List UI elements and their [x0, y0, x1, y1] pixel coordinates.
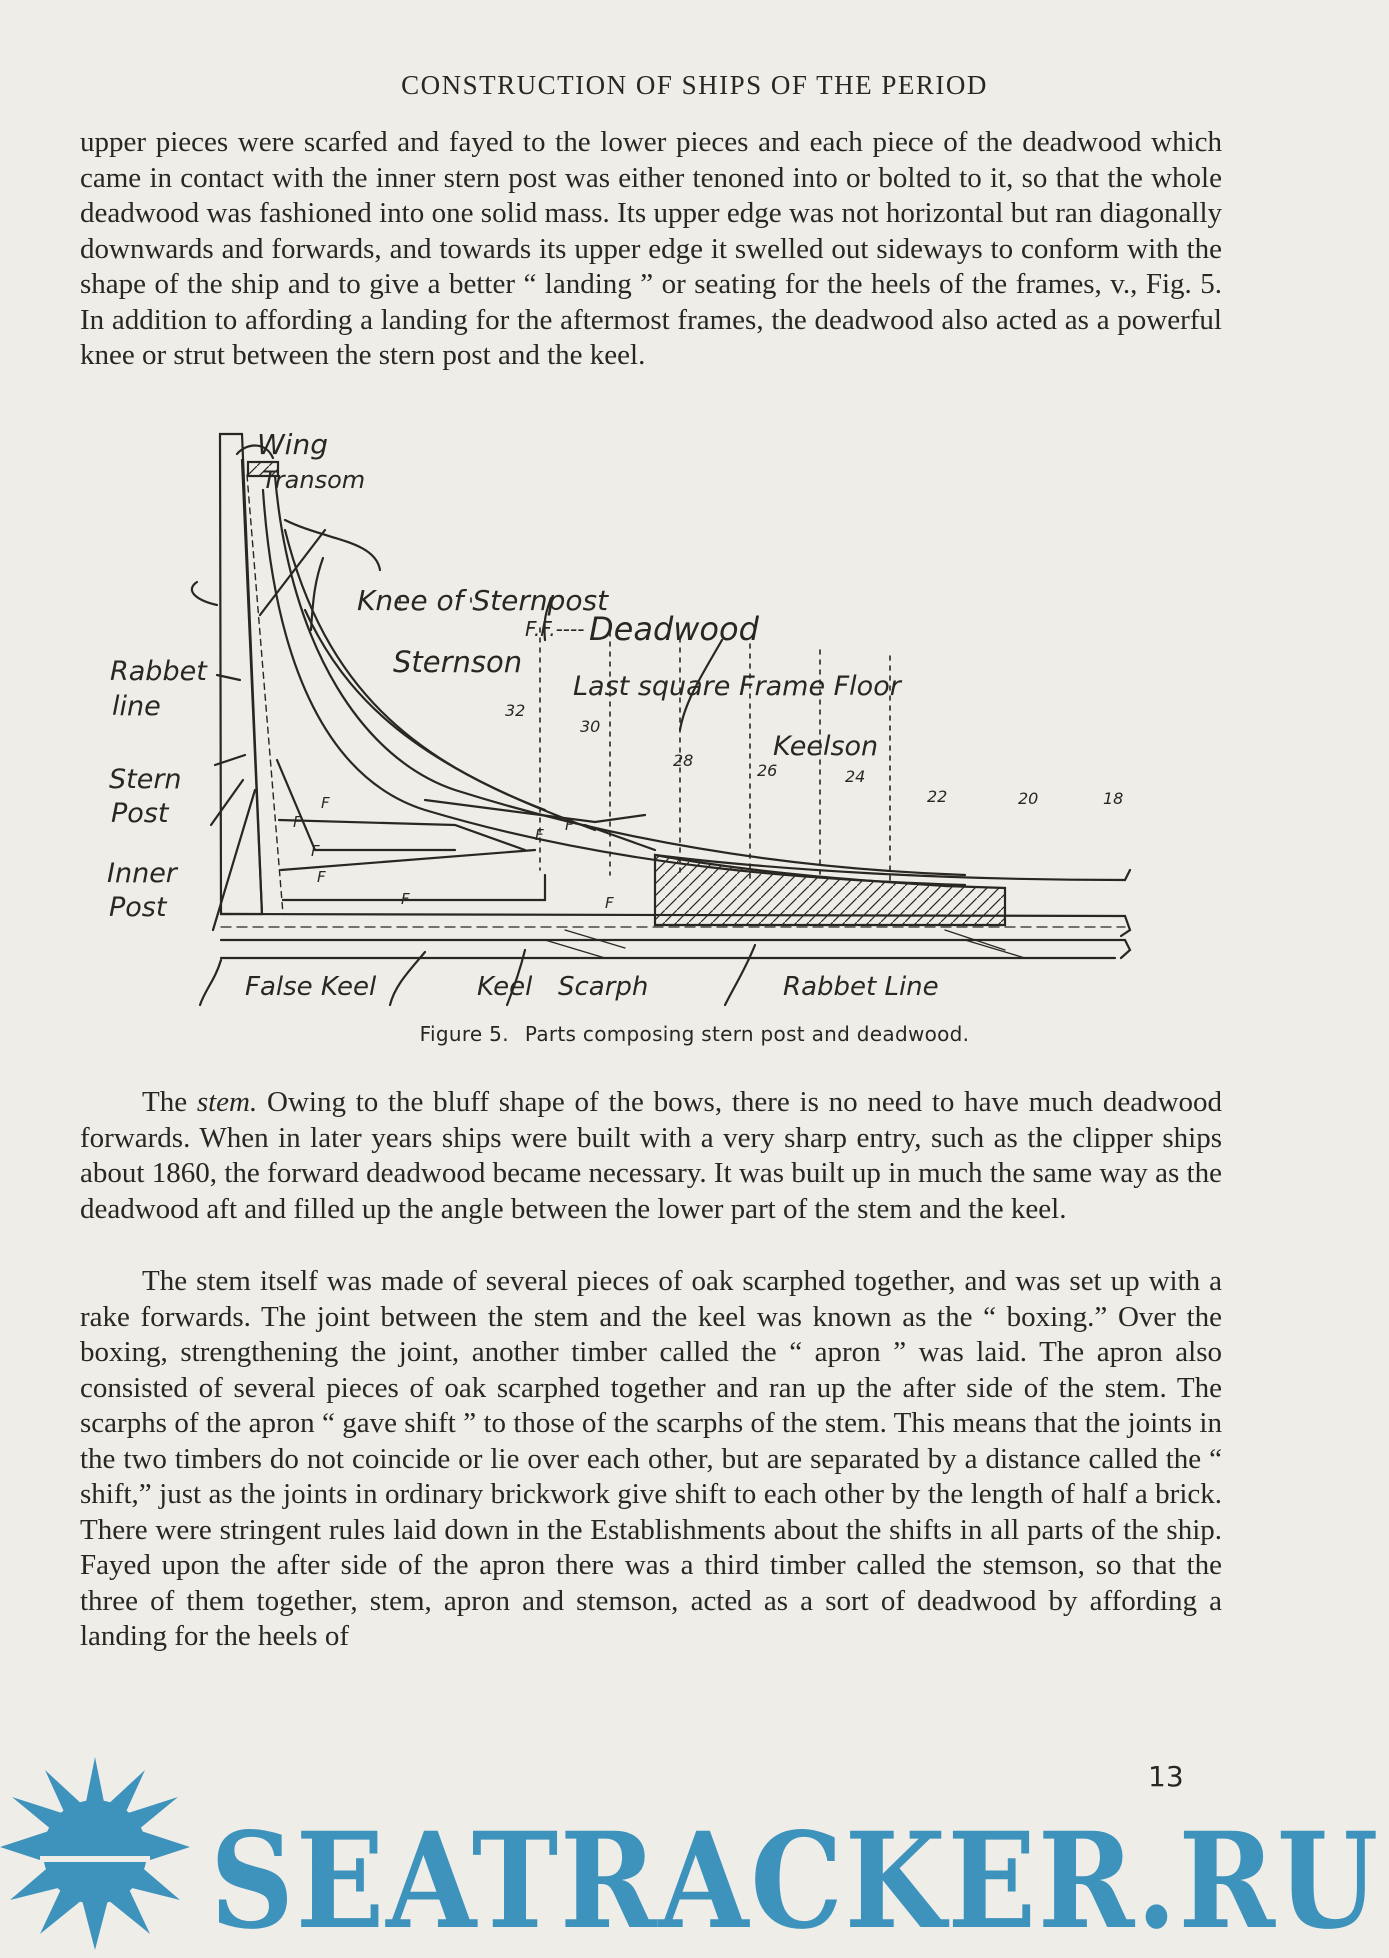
f-mark: F	[293, 813, 302, 831]
label-inner-post: Post	[109, 892, 167, 923]
stem-itself-body: The stem itself was made of several pieces of oak scarphed together, and was set up with a rake forwards. The joint between the stem and the keel was known as the “ boxing.” Over the boxing, strengthening the joint, another timber called the “ apron ” was laid. The apron also consisted of several pieces of oak scarphed together and ran up the after side of the stem. The scarphs of the apron “ gave shift ” to those of the scarphs of the stem. This means that the joints in the two timbers do not coincide or lie over each other, but are separated by a distance called the “ shift,” just as the joints in ordinary brickwork give shift to each other by the length of half a brick. There were stringent rules laid down in the Establishments about the shifts in all parts of the ship. Fayed upon the after side of the apron there was a third timber called the stemson, so that the three of them together, stem, apron and stemson, acted as a sort of deadwood by affording a landing for the heels of	[80, 1265, 1222, 1652]
label-knee-of-sternpost: Knee of Sternpost	[357, 584, 609, 617]
caption-text: Parts composing stern post and deadwood.	[524, 1022, 970, 1046]
caption-number: Figure 5.	[419, 1022, 509, 1046]
paragraph-deadwood: upper pieces were scarfed and fayed to the lower pieces and each piece of the deadwood which came in contact with the inner stern post was either tenoned into or bolted to it, so that the whole deadwood was fashioned into one solid mass. Its upper edge was not horizontal but ran diagonally downwards and forwards, and towards its upper edge it swelled out sideways to conform with the shape of the ship and to give a better “ landing ” or seating for the heels of the frames, v., Fig. 5. In addition to affording a landing for the aftermost frames, the deadwood also acted as a powerful knee or strut between the stern post and the keel.	[80, 126, 1222, 371]
frame-number: 32	[505, 701, 526, 720]
stem-body: Owing to the bluff shape of the bows, there is no need to have much deadwood forwards. When in later years ships were built with a very sharp entry, such as the clipper ships about 1860, the forward deadwood became necessary. It was built up in much the same way as the deadwood aft and filled up the angle between the lower part of the stem and the keel.	[80, 1086, 1223, 1225]
label-false-keel: False Keel	[245, 972, 377, 1002]
label-stern: Stern	[109, 764, 182, 795]
paragraph-stem-itself	[80, 1264, 1222, 1655]
label-scarph: Scarph	[558, 972, 649, 1002]
watermark-text: SEATRACKER.RU	[210, 1804, 1380, 1952]
figure-caption	[0, 1022, 1389, 1046]
label-keel: Keel	[477, 972, 533, 1002]
f-mark: F	[401, 890, 410, 908]
label-deadwood: Deadwood	[589, 610, 759, 648]
frame-number: 26	[757, 761, 778, 780]
label-transom: Transom	[262, 466, 366, 494]
paragraph-stem	[80, 1085, 1222, 1227]
running-head: CONSTRUCTION OF SHIPS OF THE PERIOD	[401, 70, 988, 100]
label-keelson: Keelson	[773, 731, 879, 762]
frame-number: 18	[1103, 789, 1124, 808]
label-wing: Wing	[257, 428, 328, 461]
stem-lead: The	[142, 1086, 188, 1118]
stern-post	[220, 434, 262, 914]
page-number: 13	[1148, 1760, 1184, 1793]
watermark-graphic	[0, 1752, 1389, 1952]
stern-deadwood-diagram	[107, 428, 1185, 1010]
label-line: line	[112, 691, 161, 722]
f-mark: F	[317, 868, 326, 886]
label-stern-post: Post	[111, 798, 169, 829]
label-ff: F.F.----	[525, 617, 585, 641]
label-inner: Inner	[107, 858, 177, 889]
frame-number: 24	[845, 767, 866, 786]
f-mark: F	[311, 842, 320, 860]
f-mark: F	[565, 816, 574, 834]
frame-number: 22	[927, 787, 948, 806]
frame-number: 20	[1018, 789, 1039, 808]
watermark	[0, 1752, 1389, 1952]
sun-logo-icon	[0, 1757, 190, 1950]
label-rabbet-line: Rabbet Line	[783, 972, 939, 1002]
frame-number: 30	[580, 717, 601, 736]
label-rabbet: Rabbet	[110, 656, 207, 687]
label-sternson: Sternson	[393, 645, 523, 679]
f-mark: F	[605, 894, 614, 912]
figure-5	[107, 428, 1185, 1010]
f-mark: F	[321, 794, 330, 812]
stem-italic: stem.	[196, 1086, 258, 1118]
f-mark: F	[535, 826, 544, 844]
frame-number: 28	[673, 751, 694, 770]
label-last-square-frame-floor: Last square Frame Floor	[573, 671, 901, 702]
